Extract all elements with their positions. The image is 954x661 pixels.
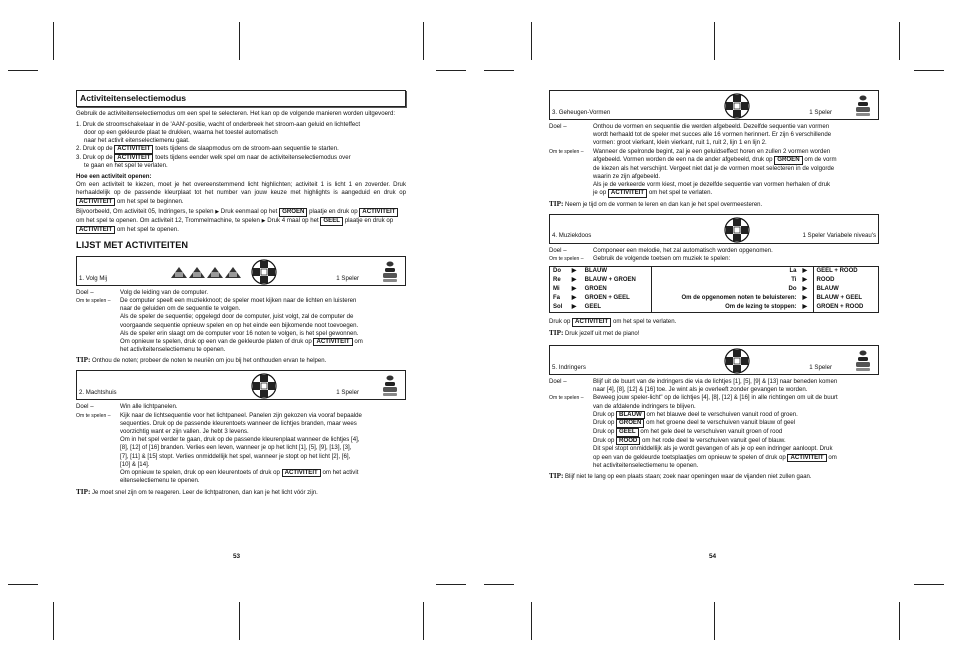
- doel-label: Doel –: [549, 123, 567, 130]
- crop-mark: [531, 602, 532, 640]
- players-label: 1 Speler: [336, 389, 359, 397]
- groen-button: GROEN: [774, 156, 802, 165]
- doel-text: Onthou de vormen en sequentie die werden afgebeeld. Dezelfde sequentie van vormen wordt herhaald tot de speler met succes alle 16 vormen herinnert. Er zijn 6 verschillende vormen: groot vierkant, klein vierkant, ruit 1, ruit 2, lijn 1 en lijn 2.: [593, 123, 832, 147]
- step-3: 3. Druk op de ACTIVITEIT toets tijdens eender welk spel om naar de activiteitenselectiemodus over: [76, 153, 351, 161]
- table-row: Sol ▶ GEEL Om de lezing te stoppen: ▶ GROEN + ROOD: [550, 303, 879, 312]
- spelen-label: Om te spelen –: [549, 148, 584, 155]
- spelen-label: Om te spelen –: [549, 255, 584, 262]
- groen-button: GROEN: [616, 419, 644, 428]
- players-label: 1 Speler: [809, 108, 832, 116]
- step-text: naar het activit eitenselectiemenu gaat.: [84, 136, 190, 144]
- stack-toy-icon: [856, 350, 870, 372]
- crop-mark: [423, 602, 424, 640]
- spelen-text: Kijk naar de lichtsequentie voor het lichtpaneel. Panelen zijn gekozen via vooraf bepaalde sequenties. Druk op de passende kleurentoets wanneer de lichtjes branden, maar wees voorzichtig want er zijn vallen. Je hebt 3 levens. Om in het spel verder te gaan, druk op de passende kleurenplaat wanneer de lichtjes [4], [8], [12] of [16] branden. Verlies een leven, wanneer je op het licht [1], [5], [9], [13], [3], [7], [11] & [15] stopt. Verlies onmiddellijk het spel, wanneer je stopt op het licht [2], [6], [10] & [14]. Om opnieuw te spelen, druk op een kleurentoets of druk op ACTIVITEIT om het activit eitenselectiemenu te openen.: [120, 412, 362, 485]
- example-text: Bijvoorbeeld, Om activiteit 05, Indringers, te spelen ▶ Druk eenmaal op het GROEN plaatje en druk op ACTIVITEIT om het spel te openen. Om activiteit 12, Trommelmachine, te spelen ▶ Druk 4 maal op het GEEL plaatje en druk op ACTIVITEIT om het spel te openen.: [76, 208, 406, 234]
- groen-button: GROEN: [279, 208, 307, 217]
- step-text: door op een gekleurde plaat te drukken, waarna het toestel automatisch: [84, 128, 278, 136]
- table-row: Fa ▶ GROEN + GEEL Om de opgenomen noten te beluisteren: ▶ BLAUW + GEEL: [550, 294, 879, 303]
- tip-text: TIP: Neem je tijd om de vormen te leren en dan kan je het spel overmeesteren.: [549, 199, 763, 208]
- controller-icon: [249, 259, 279, 285]
- crop-mark: [8, 584, 38, 585]
- activiteit-button: ACTIVITEIT: [114, 154, 153, 163]
- crop-mark: [239, 602, 240, 640]
- spelen-label: Om te spelen –: [76, 298, 111, 305]
- section-heading: Activiteitenselectiemodus: [76, 90, 406, 107]
- crop-mark: [8, 70, 38, 71]
- crop-mark: [436, 70, 466, 71]
- doel-label: Doel –: [549, 246, 567, 254]
- game-name: 2. Machtshuis: [79, 389, 117, 397]
- open-heading: Hoe een activiteit openen:: [76, 173, 152, 181]
- shapes-icon: [169, 264, 247, 280]
- spelen-text: De computer speelt een muziekknoot; de speler moet kijken naar de lichten en luisteren naar de geluiden om de sequentie te volgen. Als de speler de sequentie; opgelegd door de computer, juist volgt, zal de computer de voorgaande sequentie opnieuw spelen en op het einde een bijkomende noot toevoegen. Als de speler erin slaagt om de computer voor 16 noten te volgen, is het spel gewonnen. Om opnieuw te spelen, druk op een van de gekleurde platen of druk op ACTIVITEIT om het activiteitenselectiemenu te openen.: [120, 297, 363, 354]
- activiteit-button: ACTIVITEIT: [608, 189, 647, 198]
- step-text: te gaan en het spel te verlaten.: [84, 162, 168, 170]
- geel-button: GEEL: [320, 217, 343, 226]
- crop-mark: [239, 22, 240, 60]
- tip-text: TIP: Onthou de noten; probeer de noten te neuriën om jou bij het onthouden ervan te helpen.: [76, 356, 327, 365]
- controller-icon: [249, 373, 279, 399]
- spelen-text: Gebruik de volgende toetsen om muziek te spelen:: [593, 255, 731, 263]
- activiteit-button: ACTIVITEIT: [359, 208, 398, 217]
- tip-text: TIP: Je moet snel zijn om te reageren. Leer de lichtpatronen, dan kan je het licht vóór zijn.: [76, 487, 318, 496]
- activiteit-button: ACTIVITEIT: [572, 318, 611, 327]
- right-page: [549, 90, 879, 560]
- activiteit-button: ACTIVITEIT: [114, 145, 153, 154]
- crop-mark: [714, 602, 715, 640]
- crop-mark: [436, 584, 466, 585]
- spelen-label: Om te spelen –: [549, 395, 584, 402]
- controller-icon: [722, 348, 752, 374]
- game-name: 5. Indringers: [552, 363, 586, 371]
- game-box-volg-mij: [76, 256, 406, 286]
- tip-text: TIP: Druk jezelf uit met de piano!: [549, 328, 640, 337]
- open-text: Om een activiteit te kiezen, moet je het overeenstemmend licht highlichten; activiteit 1 is licht 1 en zoverder. Druk herhaaldelijk op de passende kleurplaat tot het number van jouw keuze met highlights is aangeduid en druk op ACTIVITEIT om het spel te beginnen.: [76, 181, 406, 205]
- crop-mark: [53, 22, 54, 60]
- crop-mark: [423, 22, 424, 60]
- left-page: [76, 90, 406, 560]
- stack-toy-icon: [856, 95, 870, 117]
- game-name: 3. Geheugen-Vormen: [552, 108, 611, 116]
- crop-mark: [53, 602, 54, 640]
- controller-icon: [722, 217, 752, 243]
- crop-mark: [899, 22, 900, 60]
- activiteit-button: ACTIVITEIT: [787, 454, 826, 463]
- doel-text: Componeer een melodie, het zal automatisch worden opgenomen.: [593, 246, 773, 254]
- crop-mark: [484, 584, 514, 585]
- game-name: 4. Muziekdoos: [552, 232, 592, 240]
- tip-text: TIP: Blijf niet te lang op een plaats staan; zoek naar openingen waar de vijanden niet zullen gaan.: [549, 472, 812, 481]
- players-label: 1 Speler Variabele niveau's: [802, 232, 876, 240]
- step-text: 1. Druk de stroomschakelaar in de 'AAN'-positie, wacht of onderbreek het stroom-aan geluid en lichteffect: [76, 120, 361, 128]
- doel-label: Doel –: [549, 377, 567, 385]
- rood-button: ROOD: [616, 437, 640, 446]
- game-box-indringers: [549, 345, 879, 375]
- crop-mark: [899, 602, 900, 640]
- players-label: 1 Speler: [336, 274, 359, 282]
- doel-text: Win alle lichtpanelen.: [120, 403, 178, 411]
- doel-label: Doel –: [76, 288, 94, 296]
- steps-list: [76, 121, 406, 171]
- crop-mark: [914, 584, 944, 585]
- intro-text: Gebruik de activiteitenselectiemodus om een spel te selecteren. Het kan op de volgende manieren worden uitgevoerd:: [76, 110, 396, 118]
- exit-text: Druk op ACTIVITEIT om het spel te verlaten.: [549, 318, 677, 326]
- list-heading: LIJST MET ACTIVITEITEN: [76, 240, 188, 251]
- crop-mark: [484, 70, 514, 71]
- game-box-geheugen-vormen: [549, 90, 879, 120]
- spelen-text: Wanneer de spelronde begint, zal je een geluidseffect horen en zullen 2 vormen worden afgebeeld. Vormen worden de een na de ander afgebeeld, druk op GROEN om de vorm de kiezen als het verschijnt. Vergeet niet dat je de vormen moet selecteren in de volgorde waarin ze zijn afgebeeld. Als je de verkeerde vorm kiest, moet je dezelfde sequentie van vormen herhalen of druk je op ACTIVITEIT om het spel te verlaten.: [593, 147, 837, 196]
- stack-toy-icon: [383, 375, 397, 397]
- controller-icon: [722, 93, 752, 119]
- crop-mark: [531, 22, 532, 60]
- step-2: 2. Druk op de ACTIVITEIT toets tijdens de slaapmodus om de stroom-aan sequentie te starten.: [76, 144, 339, 152]
- page-number: 53: [233, 553, 241, 560]
- doel-text: Blijf uit de buurt van de indringers die via de lichtjes [1], [5], [9] & [13] naar beneden komen naar [4], [8], [12] & [16] toe. Je wint als je overleeft zonder gevangen te worden.: [593, 377, 838, 393]
- music-notes-table: [549, 266, 879, 313]
- doel-text: Volg de leiding van de computer.: [120, 288, 209, 296]
- activiteit-button: ACTIVITEIT: [76, 226, 115, 235]
- activiteit-button: ACTIVITEIT: [76, 198, 115, 207]
- doel-label: Doel –: [76, 403, 94, 411]
- activiteit-button: ACTIVITEIT: [282, 469, 321, 478]
- game-box-machtshuis: [76, 370, 406, 400]
- table-row: Re ▶ BLAUW + GROEN Ti ▶ ROOD: [550, 276, 879, 285]
- game-box-muziekdoos: [549, 214, 879, 244]
- geel-button: GEEL: [616, 428, 639, 437]
- players-label: 1 Speler: [809, 363, 832, 371]
- table-row: Mi ▶ GROEN Do ▶ BLAUW: [550, 285, 879, 294]
- game-name: 1. Volg Mij: [79, 274, 108, 282]
- crop-mark: [914, 70, 944, 71]
- crop-mark: [714, 22, 715, 60]
- table-row: Do ▶ BLAUW La ▶ GEEL + ROOD: [550, 267, 879, 276]
- page-number: 54: [709, 553, 717, 560]
- spelen-label: Om te spelen –: [76, 412, 111, 419]
- spelen-text: Beweeg jouw speler-licht" op de lichtjes [4], [8], [12] & [16] in alle richtingen om uit de buurt van de afdalende indringers te blijven. Druk op BLAUW om het blauwe deel te verschuiven vanuit rood of groen. Druk op GROEN om het groene deel te verschuiven vanuit blauw of geel Druk op GEEL om het gele deel te verschuiven vanuit groen of rood Druk op ROOD om het rode deel te verschuiven vanuit geel of blauw. Dit spel stopt onmiddellijk als je wordt gevangen of als je op een indringer aanloopt. Druk op een van de gekleurde toetsplaatjes om opnieuw te spelen of druk op ACTIVITEIT om het activiteitenselectiemenu te openen.: [593, 394, 838, 470]
- stack-toy-icon: [383, 261, 397, 283]
- blauw-button: BLAUW: [616, 411, 645, 420]
- activiteit-button: ACTIVITEIT: [313, 338, 352, 347]
